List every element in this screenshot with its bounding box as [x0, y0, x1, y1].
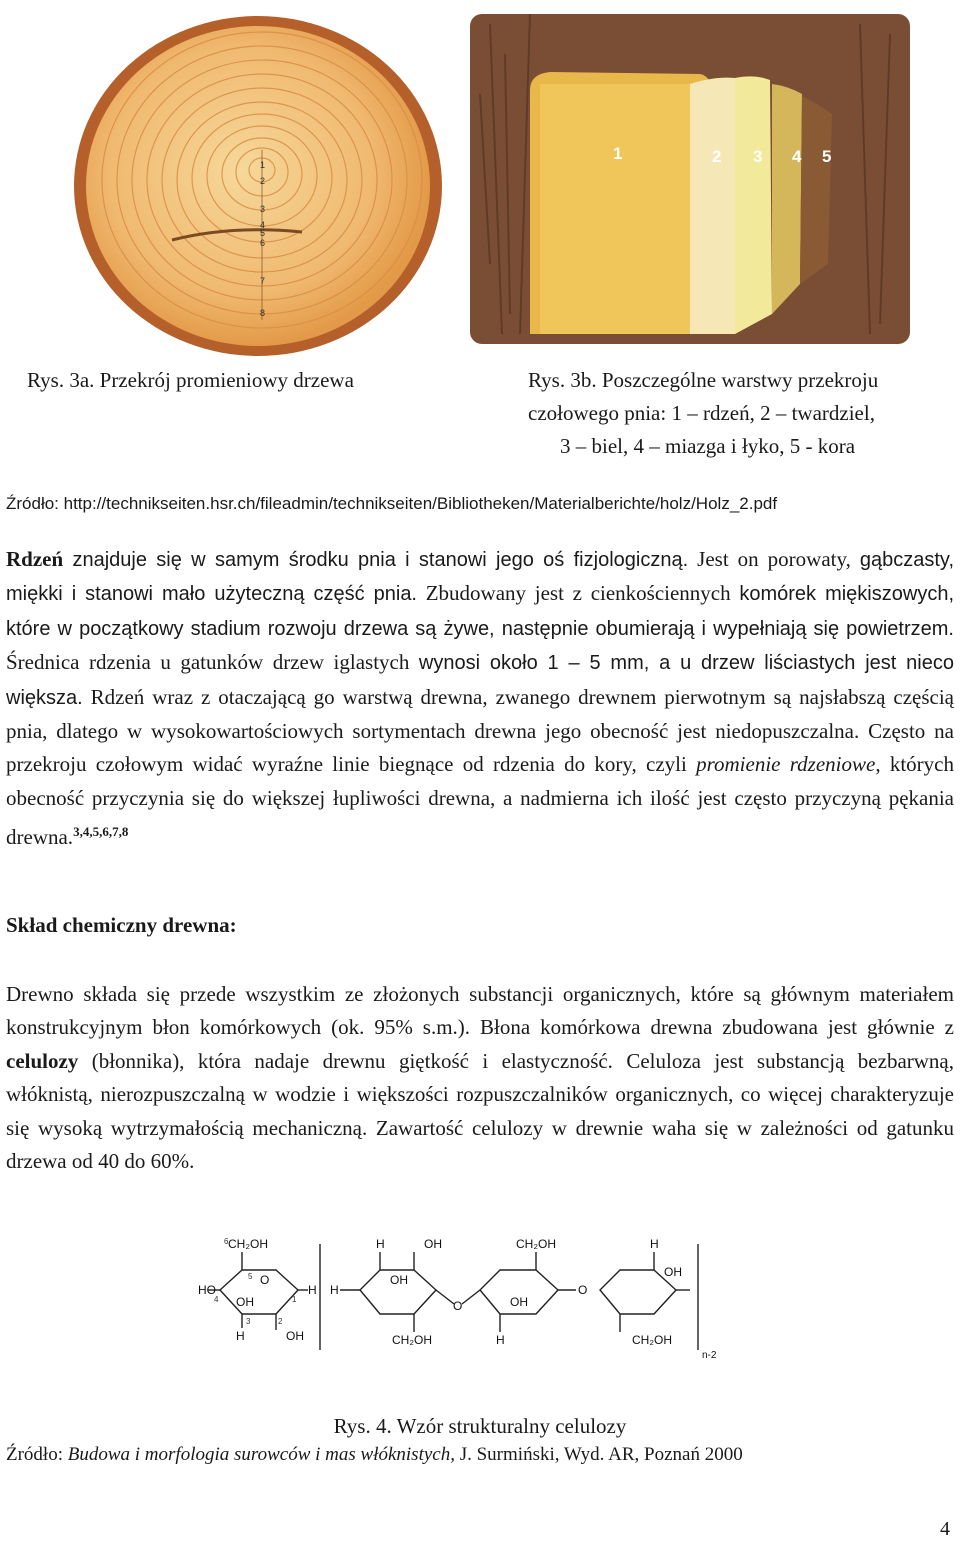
source2-title: Budowa i morfologia surowców i mas włóknistych,: [67, 1444, 455, 1465]
layer-label-5: 5: [822, 147, 832, 166]
ring-label-5: 5: [260, 228, 266, 238]
carbon-number-6: 6: [224, 1237, 229, 1246]
para1-part-5: , których obecność przyczynia się do większej łupliwości drewna, a nadmierna ich ilość jest często przyczyną pękania drewna.: [6, 752, 954, 850]
carbon-number-4: 4: [214, 1295, 219, 1304]
para1-part-sans-2: gąbczasty, miękki i stanowi mało użyteczną część pnia.: [6, 549, 954, 606]
fig3b-caption-line-1: Rys. 3b. Poszczególne warstwy przekroju: [528, 368, 879, 392]
fig3b-caption: [528, 364, 878, 463]
source2-rest: J. Surmiński, Wyd. AR, Poznań 2000: [454, 1444, 743, 1465]
para1-part-4: Rdzeń wraz z otaczającą go warstwą drewna, zwanego drewnem pierwotnym są najsłabszą częścią pnia, dlatego w wysokowartościowych sortymentach drewna jego obecność jest niedopuszczalna. Często na przekroju czołowym widać wyraźne linie biegnące od rdzenia do kory, czyli: [6, 684, 954, 777]
para1-part-sans-4: wynosi około 1 – 5 mm, a u drzew liściastych jest nieco większa.: [6, 652, 954, 709]
atom-h-6: H: [650, 1237, 659, 1251]
para2-part-1: Drewno składa się przede wszystkim ze złożonych substancji organicznych, które są głównym materiałem konstrukcyjnym błon komórkowych (ok. 95% s.m.). Błona komórkowa drewna zbudowana jest głównie z: [6, 982, 954, 1040]
ring-label-2: 2: [260, 176, 266, 186]
ring-label-1: 1: [260, 160, 266, 170]
repeat-subscript: n-2: [702, 1350, 717, 1361]
cellulose-structure-diagram: [180, 1232, 780, 1372]
layer-label-3: 3: [753, 147, 763, 166]
reference-superscript: 3,4,5,6,7,8: [73, 824, 129, 840]
atom-ch2oh-1: CH₂OH: [228, 1237, 268, 1251]
para1-part-3: Średnica rdzenia u gatunków drzew iglastych: [6, 650, 419, 675]
atom-oh-3: OH: [424, 1237, 442, 1251]
para1-part-sans-3: komórek miękiszowych, które w początkowy stadium rozwoju drzewa są żywe, następnie obumierają i wypełniają się powietrzem.: [6, 583, 954, 640]
para1-part-1: Jest on porowaty,: [688, 547, 860, 571]
term-promienie-rdzeniowe: promienie rdzeniowe: [696, 752, 876, 777]
atom-ch2oh-4: CH₂OH: [632, 1333, 672, 1347]
para1-part-sans-1: znajduje się w samym środku pnia i stanowi jego oś fizjologiczną.: [63, 549, 689, 571]
chemical-composition-paragraph: [6, 978, 954, 1178]
fig4-caption: Rys. 4. Wzór strukturalny celulozy: [333, 1414, 627, 1438]
ring-label-3: 3: [260, 204, 266, 214]
trunk-layers-image: [450, 14, 938, 344]
carbon-number-1: 1: [292, 1295, 297, 1304]
atom-o-bridge: O: [453, 1299, 463, 1313]
carbon-number-5: 5: [248, 1272, 253, 1281]
layer-label-4: 4: [792, 147, 802, 166]
atom-oh-4: OH: [390, 1273, 408, 1287]
fig3b-caption-line-2: czołowego pnia: 1 – rdzeń, 2 – twardziel,: [528, 401, 875, 425]
tree-cross-section-image: [62, 0, 442, 360]
pith-paragraph: [6, 543, 954, 855]
carbon-number-3: 3: [246, 1317, 251, 1326]
atom-oh-2: OH: [286, 1329, 304, 1343]
layer-label-1: 1: [613, 144, 623, 163]
fig3b-caption-line-3: 3 – biel, 4 – miazga i łyko, 5 - kora: [560, 434, 856, 458]
atom-ho: HO: [198, 1283, 216, 1297]
para2-part-2: (błonnika), która nadaje drewnu giętkość i elastyczność. Celuloza jest substancją bezbarwną, włóknistą, nierozpuszczalną w wodzie i większości rozpuszczalników organicznych, co więcej charakteryzuje się wysoką wytrzymałością mechaniczną. Zawartość celulozy w drewnie waha się w zależności od gatunku drzewa od 40 do 60%.: [6, 1048, 954, 1174]
term-celuloza: celulozy: [6, 1048, 79, 1073]
para1-part-2: Zbudowany jest z cienkościennych: [417, 581, 740, 606]
atom-ch2oh-3: CH₂OH: [516, 1237, 556, 1251]
atom-h-4: H: [376, 1237, 385, 1251]
fig3a-caption: Rys. 3a. Przekrój promieniowy drzewa: [27, 368, 354, 392]
carbon-number-2: 2: [278, 1317, 283, 1326]
source2-prefix: Źródło:: [6, 1444, 68, 1465]
ring-label-6: 6: [260, 238, 266, 248]
section-heading: Skład chemiczny drewna:: [6, 913, 237, 937]
atom-oh-5: OH: [510, 1295, 528, 1309]
atom-o-1: O: [260, 1273, 270, 1287]
atom-h-3: H: [330, 1283, 339, 1297]
atom-oh-1: OH: [236, 1295, 254, 1309]
source-citation-1: Źródło: http://technikseiten.hsr.ch/fileadmin/technikseiten/Bibliotheken/Materialberichte/holz/Holz_2.pdf: [6, 494, 778, 513]
atom-o-2: O: [578, 1283, 588, 1297]
ring-label-4: 4: [260, 220, 266, 230]
ring-label-7: 7: [260, 276, 266, 286]
atom-h-1: H: [236, 1329, 245, 1343]
layer-label-2: 2: [712, 147, 722, 166]
ring-label-8: 8: [260, 308, 266, 318]
atom-oh-6: OH: [664, 1265, 682, 1279]
source-citation-2: [6, 1444, 743, 1466]
atom-h-5: H: [496, 1333, 505, 1347]
atom-h-2: H: [308, 1283, 317, 1297]
term-rdzen: Rdzeń: [6, 547, 64, 571]
atom-ch2oh-2: CH₂OH: [392, 1333, 432, 1347]
page-number: 4: [940, 1518, 950, 1540]
